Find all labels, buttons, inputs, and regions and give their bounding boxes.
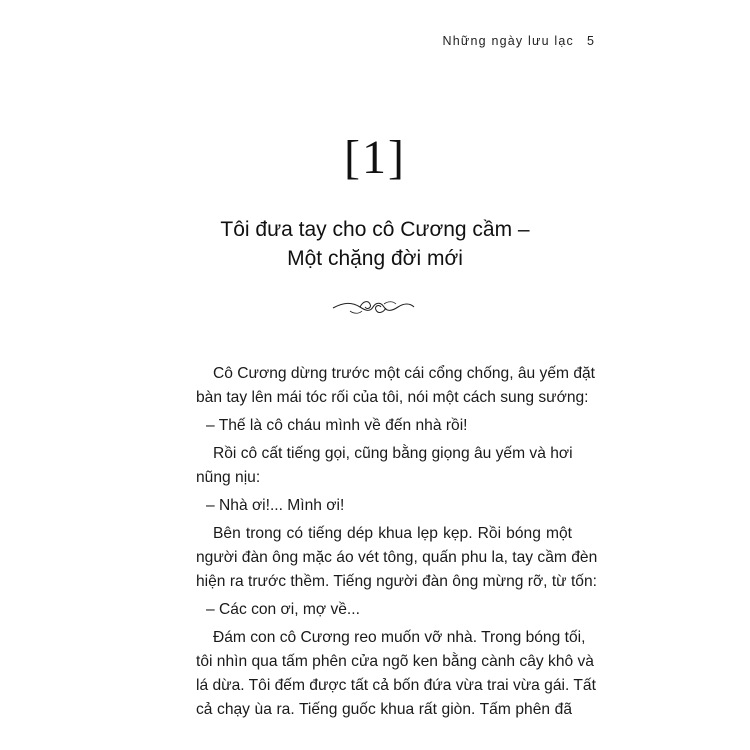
paragraph-4	[196, 626, 596, 722]
dialogue-line-2: – Nhà ơi!... Mình ơi!	[206, 497, 345, 514]
flourish-ornament-icon	[330, 296, 416, 318]
text-line: Rồi cô cất tiếng gọi, cũng bằng giọng âu yếm và hơi	[213, 445, 573, 462]
chapter-title-line-1: Tôi đưa tay cho cô Cương cầm –	[220, 218, 530, 241]
text-line: Bên trong có tiếng dép khua lẹp kẹp. Rồi bóng một	[213, 525, 572, 542]
text-line: Cô Cương dừng trước một cái cổng chống, âu yếm đặt	[213, 365, 596, 382]
text-line: người đàn ông mặc áo vét tông, quấn phu la, tay cầm đèn	[196, 549, 598, 566]
body-text	[196, 362, 598, 726]
chapter-title-line-2: Một chặng đời mới	[287, 247, 463, 270]
text-line: cả chạy ùa ra. Tiếng guốc khua rất giòn. Tấm phên đã	[196, 701, 572, 718]
paragraph-1	[196, 362, 596, 410]
text-line: Đám con cô Cương reo muốn vỡ nhà. Trong bóng tối,	[213, 629, 586, 646]
dialogue-line-1: – Thế là cô cháu mình về đến nhà rồi!	[206, 417, 468, 434]
chapter-number: [1]	[344, 131, 406, 184]
running-title: Những ngày lưu lạc	[442, 34, 574, 48]
text-line: nũng nịu:	[196, 469, 261, 486]
paragraph-2	[196, 442, 572, 490]
page-number: 5	[587, 34, 594, 48]
text-line: hiện ra trước thềm. Tiếng người đàn ông mừng rỡ, từ tốn:	[196, 573, 597, 590]
text-line: lá dừa. Tôi đếm được tất cả bốn đứa vừa trai vừa gái. Tất	[196, 677, 596, 694]
text-line: bàn tay lên mái tóc rối của tôi, nói một cách sung sướng:	[196, 389, 589, 406]
paragraph-3	[196, 522, 598, 594]
text-line: tôi nhìn qua tấm phên cửa ngõ ken bằng cành cây khô và	[196, 653, 594, 670]
dialogue-line-3: – Các con ơi, mợ về...	[206, 601, 360, 618]
